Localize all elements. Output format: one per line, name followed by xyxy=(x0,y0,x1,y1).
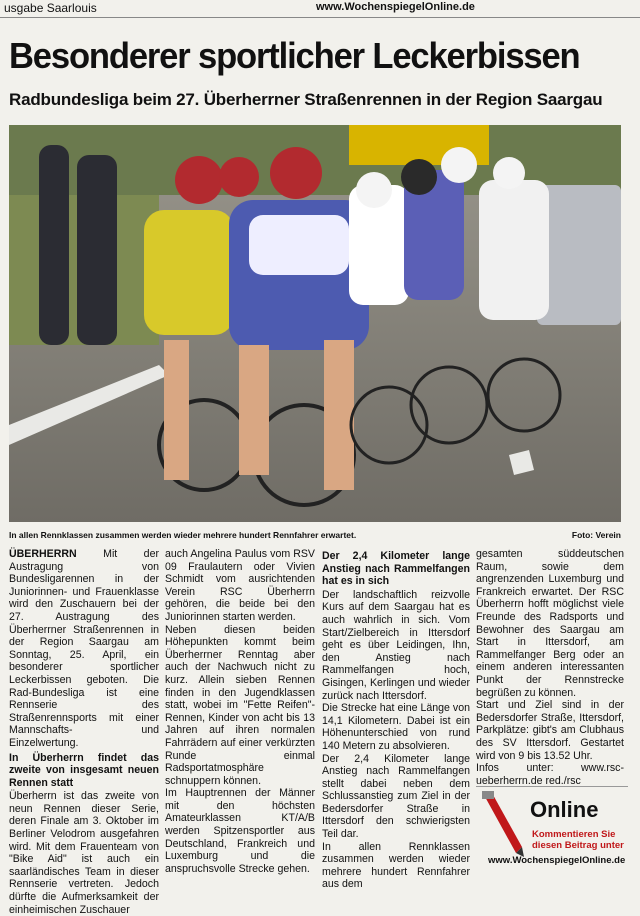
column-1-paragraph-1 xyxy=(9,548,159,750)
intro-text: Mit der Austragung von Bundesligarennen in der Juniorinnen- und Frauenklasse wird den Zuschauern bei der 27. Austragung des Überherrner Straßenrennen in der Region Saargau am Sonntag, 25. April, ein besonderer sportlicher Leckerbissen geboten. Die Rad-Bundesliga ist eine Rennserie des Straßenrennsports mit einer Mannschafts- und Einzelwertung. xyxy=(9,548,159,749)
header-rule xyxy=(0,17,640,18)
dateline: ÜBERHERRN xyxy=(9,548,77,560)
column-4-paragraph-1: gesamten süddeutschen Raum, sowie dem angrenzenden Luxemburg und Frankreich erwartet. Der RSC Überherrn hofft möglichst viele Freunde des Radsports und Bewohner des Saargau am Start in Ittersdorf, am Rammelfanger Berg oder an einem anderen interessanten Punkt der Rennstrecke begrüßen zu können. xyxy=(476,548,624,699)
article-column-1 xyxy=(9,548,159,916)
photo-caption-bar xyxy=(9,530,621,540)
edition-label: usgabe Saarlouis xyxy=(4,1,97,15)
photo-credit: Foto: Verein xyxy=(571,530,621,540)
column-2-paragraph-3: Im Hauptrennen der Männer mit den höchsten Amateurklassen KT/A/B werden Spitzensportler aus Deutschland, Frankreich und Luxemburg und die anspruchsvolle Strecke gehen. xyxy=(165,787,315,875)
page-header xyxy=(0,0,640,18)
article-column-4 xyxy=(476,548,624,787)
column-3-paragraph-2: Die Strecke hat eine Länge von 14,1 Kilometern. Dabei ist ein Höhenunterschied von rund 140 Metern zu absolvieren. xyxy=(322,702,470,752)
online-title: Online xyxy=(530,797,599,822)
article-photo xyxy=(9,125,621,522)
column-1-paragraph-2: Überherrn ist das zweite von neun Rennen dieser Serie, deren Finale am 3. Oktober im Berliner Velodrom ausgefahren wird. Mit dem Frauenteam von "Bike Aid" ist auch ein saarländisches Team in dieser Rennserie vertreten. Jedoch dürfte die Aufmerksamkeit der einheimischen Zuschauer xyxy=(9,790,159,916)
online-line-2: diesen Beitrag unter xyxy=(532,840,624,851)
column-3-paragraph-3: Der 2,4 Kilometer lange Anstieg nach Rammelfangen stellt dabei neben dem Schlussanstieg zum Ziel in der Bedersdorfer Straße in Ittersdorf den schwierigsten Teil dar. xyxy=(322,752,470,841)
article-subheadline: Radbundesliga beim 27. Überherrner Straßenrennen in der Region Saargau xyxy=(9,90,603,109)
online-line-1: Kommentieren Sie xyxy=(532,829,616,840)
column-2-paragraph-2: Neben diesen beiden Höhepunkten kommt beim Überherrner Renntag aber auch der Nachwuch nicht zu kurz. Allein sieben Rennen finden in den Jugendklassen statt, wobei im "Fette Reifen"-Rennen, Kinder von acht bis 13 Jahren auf ihren normalen Fahrrädern auf einer verkürzten Runde einmal Radsportatmosphäre schnuppern können. xyxy=(165,623,315,787)
article-column-3 xyxy=(322,548,470,891)
online-comment-box[interactable] xyxy=(476,786,628,872)
online-subtext xyxy=(532,829,624,851)
column-2-paragraph-1: auch Angelina Paulus vom RSV 09 Fraulautern oder Vivien Schmidt vom ausrichtenden Verein RSC Überherrn gehören, die beide bei den Juniorinnen starten werden. xyxy=(165,548,315,623)
article-column-2 xyxy=(165,548,315,875)
site-url[interactable]: www.WochenspiegelOnline.de xyxy=(316,1,475,13)
column-3-paragraph-1: Der landschaftlich reizvolle Kurs auf dem Saargau hat es auch wahrlich in sich. Vom Start/Zielbereich in Ittersdorf geht es über Leidingen, Ihn, den Anstieg nach Rammelfangen hoch, Gisingen, Kerlingen und wieder zurück nach Ittersdorf. xyxy=(322,588,470,702)
column-4-paragraph-2: Start und Ziel sind in der Bedersdorfer Straße, Ittersdorf, Parkplätze: gibt's am Clubhaus des SV Ittersdorf. Gestartet wird von 9 bis 13.52 Uhr. xyxy=(476,699,624,762)
pen-icon xyxy=(478,789,526,859)
photo-caption: In allen Rennklassen zusammen werden wieder mehrere hundert Rennfahrer erwartet. xyxy=(9,530,357,540)
article-headline: Besonderer sportlicher Leckerbissen xyxy=(9,35,580,76)
online-url[interactable]: www.WochenspiegelOnline.de xyxy=(488,855,626,866)
column-3-paragraph-4: In allen Rennklassen zusammen werden wieder mehrere hundert Rennfahrer aus dem xyxy=(322,840,470,891)
column-4-paragraph-3: Infos unter: www.rsc-ueberherrn.de red./rsc xyxy=(476,762,624,787)
subheading-climb: Der 2,4 Kilometer lange Anstieg nach Rammelfangen hat es in sich xyxy=(322,550,470,588)
subheading-second-race: In Überherrn findet das zweite von insgesamt neuen Rennen statt xyxy=(9,751,159,789)
cyclists-photo-illustration xyxy=(9,125,621,522)
